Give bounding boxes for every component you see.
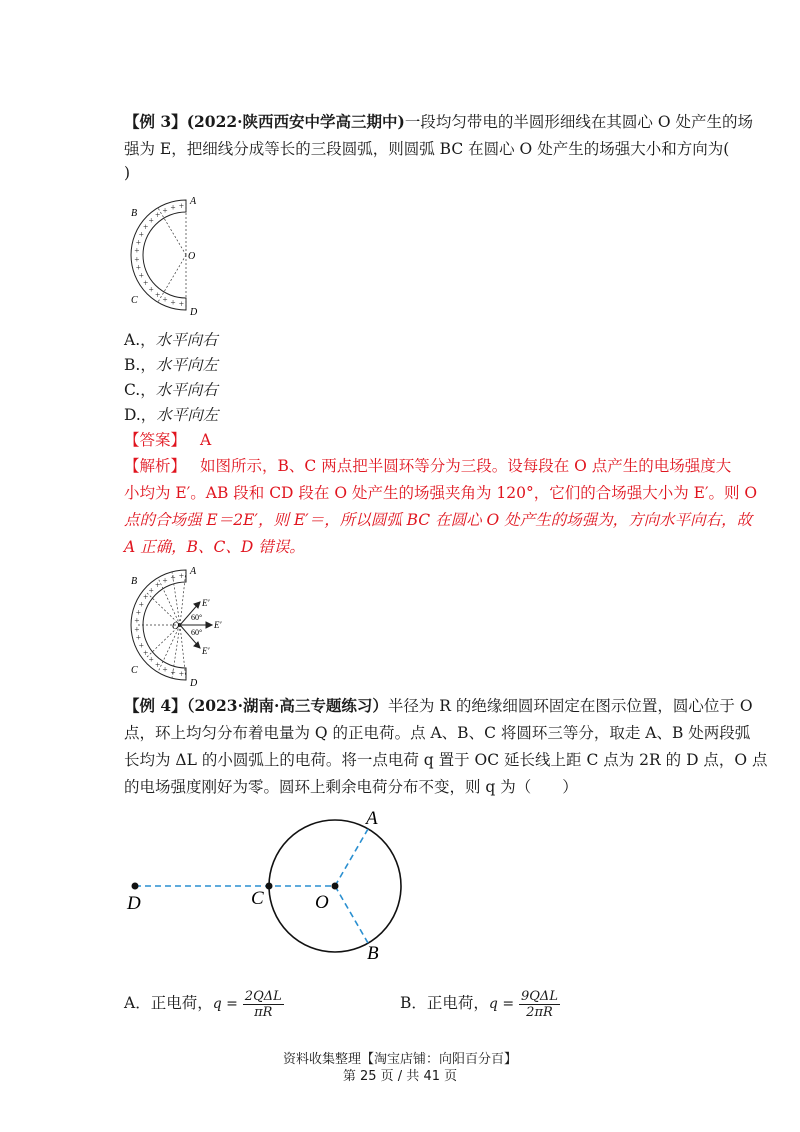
- point-d: [132, 883, 139, 890]
- plus-charge: +: [155, 209, 161, 220]
- fig3-label-d: D: [127, 893, 141, 914]
- fig2-label-a: A: [190, 566, 197, 577]
- example3-analysis-line4: A 正确，B、C、D 错误。: [124, 538, 305, 556]
- point-o: [332, 883, 339, 890]
- fig2-angle1: 60°: [191, 613, 203, 622]
- example4-option-a: A．正电荷，q = $\frac{\text{2QΔL}}{\pi R}$: [124, 988, 282, 1020]
- example4-line4: 的电场强度刚好为零。圆环上剩余电荷分布不变，则 q 为（ ）: [124, 778, 578, 796]
- plus-charge: +: [178, 201, 184, 212]
- example4-figure-ring: [110, 800, 430, 970]
- fig2-label-b: B: [131, 576, 138, 587]
- example4-source: （2023·湖南·高三专题练习）: [186, 696, 388, 715]
- example3-line1: [124, 112, 753, 132]
- plus-charge: +: [148, 284, 154, 295]
- plus-charge: +: [170, 297, 176, 308]
- plus-charge: +: [135, 607, 141, 618]
- fig3-label-a: A: [366, 808, 378, 829]
- plus-charge: +: [134, 245, 140, 256]
- example3-figure-field: [120, 562, 240, 690]
- fig1-label-d: D: [190, 307, 198, 318]
- plus-charge: +: [148, 654, 154, 665]
- example4-line1: 【例 4】（2023·湖南·高三专题练习）半径为 R 的绝缘细圆环固定在图示位置，圆心位于 O: [124, 696, 753, 715]
- plus-charge: +: [178, 571, 184, 582]
- plus-charge: +: [138, 599, 144, 610]
- example3-option-c: C.，水平向右: [124, 381, 218, 399]
- fig1-label-o: O: [188, 251, 196, 262]
- example3-stem-line3: ): [124, 164, 131, 182]
- fig2-label-e2: E′: [214, 620, 222, 630]
- plus-charge: +: [162, 575, 168, 586]
- plus-charge: +: [170, 667, 176, 678]
- example4-option-b: B．正电荷，q = $\frac{\text{9QΔL}}{2\pi R}$: [400, 988, 558, 1020]
- plus-charge: +: [155, 660, 161, 671]
- plus-charge: +: [134, 624, 140, 635]
- fig2-label-o: O: [172, 621, 180, 632]
- plus-charge: +: [162, 664, 168, 675]
- example3-analysis-line2: 小均为 E′。AB 段和 CD 段在 O 处产生的场强夹角为 120°，它们的合场强大小为 E′。则 O: [124, 484, 758, 502]
- plus-charge: +: [135, 262, 141, 273]
- plus-charge: +: [170, 202, 176, 213]
- answer-label: 【答案】: [124, 431, 187, 449]
- plus-charge: +: [134, 615, 140, 626]
- plus-charge: +: [135, 237, 141, 248]
- plus-charge: +: [178, 668, 184, 679]
- example4-line2: 点，环上均匀分布着电量为 Q 的正电荷。点 A、B、C 将圆环三等分，取走 A、B 处两段弧: [124, 724, 751, 742]
- example3-analysis-line1: 【解析】 如图所示，B、C 两点把半圆环等分为三段。设每段在 O 点产生的电场强度大: [124, 457, 732, 475]
- plus-charge: +: [162, 294, 168, 305]
- example3-option-a: A.，水平向右: [124, 331, 218, 349]
- footer-source: 资料收集整理【淘宝店铺：向阳百分百】: [282, 1052, 517, 1067]
- plus-charge: +: [162, 205, 168, 216]
- point-c: [266, 883, 273, 890]
- fig2-angle2: 60°: [191, 628, 203, 637]
- plus-charge: +: [143, 221, 149, 232]
- plus-charge: +: [155, 579, 161, 590]
- fig1-label-b: B: [131, 208, 138, 219]
- example3-analysis-line3: 点的合场强 E＝2E′，则 E′＝，所以圆弧 BC 在圆心 O 处产生的场强为，方向水平向右，故: [124, 511, 753, 529]
- plus-charge: +: [138, 640, 144, 651]
- analysis-label: 【解析】: [124, 457, 187, 475]
- fig2-label-e3: E′: [202, 646, 210, 656]
- footer-page-number: 第 25 页 / 共 41 页: [342, 1069, 458, 1084]
- fig3-label-c: C: [251, 888, 264, 909]
- example3-answer: [124, 430, 211, 450]
- plus-charge: +: [143, 591, 149, 602]
- example4-tag: 【例 4】: [124, 696, 187, 715]
- fig2-label-e1: E′: [202, 598, 210, 608]
- example3-option-b: B.，水平向左: [124, 356, 218, 374]
- example3-source: (2022·陕西西安中学高三期中): [186, 112, 405, 131]
- plus-charge: +: [170, 572, 176, 583]
- example3-option-d: D.，水平向左: [124, 406, 219, 424]
- fig2-label-c: C: [131, 665, 138, 676]
- example3-tag: 【例 3】: [124, 112, 187, 131]
- fig3-label-b: B: [367, 943, 379, 964]
- plus-charge: +: [143, 278, 149, 289]
- example3-figure-arc: [120, 192, 220, 318]
- plus-charge: +: [134, 254, 140, 265]
- plus-charge: +: [135, 632, 141, 643]
- plus-charge: +: [148, 585, 154, 596]
- fig3-label-o: O: [315, 892, 329, 913]
- answer-value: A: [200, 431, 212, 449]
- plus-charge: +: [155, 290, 161, 301]
- fig1-label-c: C: [131, 295, 138, 306]
- example4-line3: 长均为 ΔL 的小圆弧上的电荷。将一点电荷 q 置于 OC 延长线上距 C 点为 2R 的 D 点，O 点: [124, 751, 768, 769]
- fig1-label-a: A: [190, 196, 197, 207]
- example3-stem-line2: 强为 E，把细线分成等长的三段圆弧，则圆弧 BC 在圆心 O 处产生的场强大小和方向为(: [124, 140, 730, 158]
- plus-charge: +: [138, 270, 144, 281]
- plus-charge: +: [148, 215, 154, 226]
- plus-charge: +: [138, 229, 144, 240]
- fig2-label-d: D: [190, 678, 198, 689]
- plus-charge: +: [143, 648, 149, 659]
- example3-stem-line1: 一段均匀带电的半圆形细线在其圆心 O 处产生的场: [404, 113, 753, 131]
- plus-charge: +: [178, 298, 184, 309]
